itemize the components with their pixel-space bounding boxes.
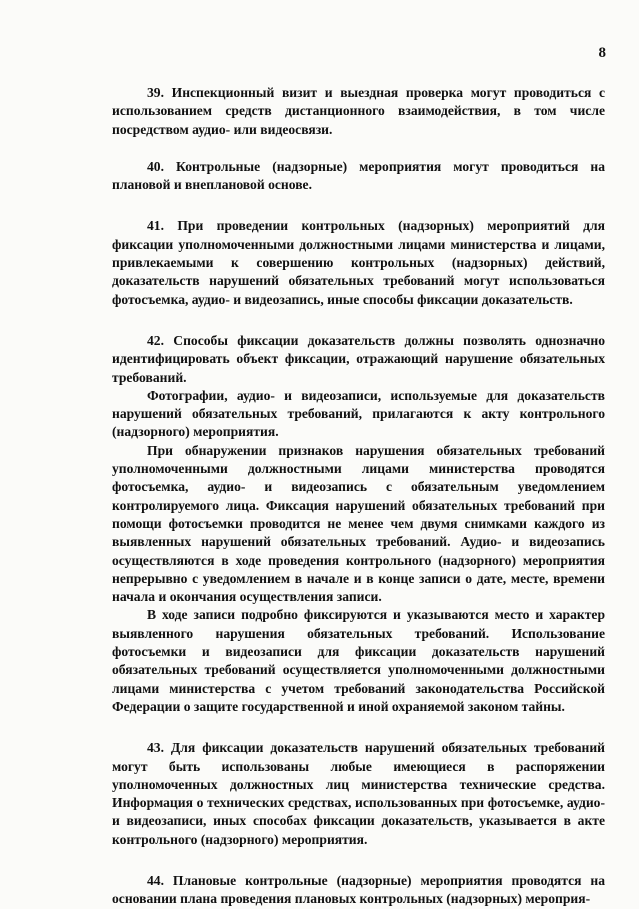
paragraph-43: 43. Для фиксации доказательств нарушений обязательных требований могут быть использованы любые имеющиеся в распоряжении уполномоченных должностных лиц министерства технические средства. Информация о технических средствах, использованных при фотосъемке, аудио- и видеозаписи, иных способах фиксации доказательств, указывается в акте контрольного (надзорного) мероприятия. [112, 740, 605, 847]
paragraph-42-recording: В ходе записи подробно фиксируются и указываются место и характер выявленного нарушения обязательных требований. Использование фотосъемки и видеозаписи для фиксации доказательств нарушений обязательных требований осуществляется уполномоченными должностными лицами министерства с учетом требований законодательства Российской Федерации о защите государственной и иной охраняемой законом тайны. [112, 607, 605, 714]
page-number: 8 [598, 45, 606, 61]
paragraph-42: 42. Способы фиксации доказательств должны позволять однозначно идентифицировать объект фиксации, отражающий нарушение обязательных требований. [112, 332, 605, 385]
paragraph-39: 39. Инспекционный визит и выездная проверка могут проводиться с использованием средств дистанционного взаимодействия, в том числе посредством аудио- или видеосвязи. [112, 85, 605, 137]
paragraph-44: 44. Плановые контрольные (надзорные) мероприятия проводятся на основании плана проведения плановых контрольных (надзорных) мероприя- [112, 872, 605, 907]
paragraph-40: 40. Контрольные (надзорные) мероприятия могут проводиться на плановой и внеплановой основе. [112, 158, 605, 193]
paragraph-41: 41. При проведении контрольных (надзорных) мероприятий для фиксации уполномоченными должностными лицами министерства и лицами, привлекаемыми к совершению контрольных (надзорных) действий, доказательств нарушений обязательных требований могут использоваться фотосъемка, аудио- и видеозапись, иные способы фиксации доказательств. [112, 218, 605, 307]
paragraph-42-photos: Фотографии, аудио- и видеозаписи, используемые для доказательств нарушений обязательных требований, прилагаются к акту контрольного (надзорного) мероприятия. [112, 387, 605, 440]
paragraph-42-detection: При обнаружении признаков нарушения обязательных требований уполномоченными должностными лицами министерства проводятся фотосъемка, аудио- и видеозапись с обязательным уведомлением контролируемого лица. Фиксация нарушений обязательных требований при помощи фотосъемки проводится не менее чем двумя снимками каждого из выявленных нарушений обязательных требований. Аудио- и видеозапись осуществляются в ходе проведения контрольного (надзорного) мероприятия непрерывно с уведомлением в начале и в конце записи о дате, месте, времени начала и окончания осуществления записи. [112, 442, 605, 605]
document-body [112, 84, 605, 909]
